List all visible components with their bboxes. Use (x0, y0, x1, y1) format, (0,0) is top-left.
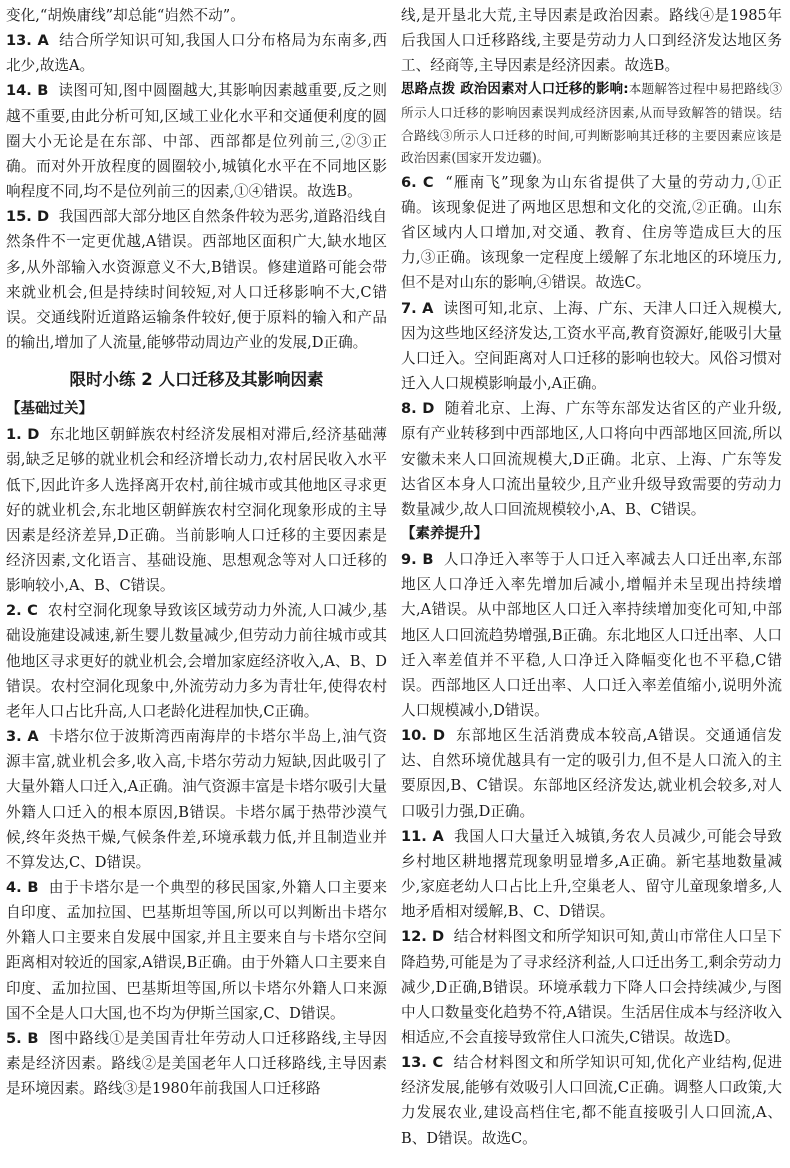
right-column (401, 3, 782, 1168)
tip-text: 本题解答过程中易把路线③所示人口迁移的影响因素误判成经济因素,从而导致解答的错误。结合路线③所示人口迁移的时间,可判断影响其迁移的主要因素应该是政治因素(国家开发边疆)。 (401, 81, 782, 166)
answer-3 (6, 724, 387, 875)
answer-text: 结合所学知识可知,我国人口分布格局为东南多,西北少,故选A。 (6, 32, 387, 75)
answer-8 (401, 396, 782, 522)
answer-15 (6, 204, 387, 355)
answer-number: 8. D (401, 400, 435, 418)
answer-number: 14. B (6, 82, 49, 100)
answer-text: 结合材料图文和所学知识可知,优化产业结构,促进经济发展,能够有效吸引人口回流,C正确。调整人口政策,大力发展农业,建设高档住宅,都不能直接吸引人口回流,A、B、D错误。故选C。 (401, 1054, 782, 1147)
intro-tail: 变化,“胡焕庸线”却总能“岿然不动”。 (6, 7, 245, 24)
subsection-basic: 【基础过关】 (6, 401, 93, 418)
answer-text: 东部地区生活消费成本较高,A错误。交通通信发达、自然环境优越具有一定的吸引力,但不是人口流入的主要原因,B、C错误。东部地区经济发达,就业机会较多,对人口吸引力强,D正确。 (401, 727, 782, 820)
answer-text: 图中路线①是美国青壮年劳动人口迁移路线,主导因素是经济因素。路线②是美国老年人口迁移路线,主导因素是环境因素。路线③是1980年前我国人口迁移路 (6, 1029, 387, 1098)
answer-5-continued: 线,是开垦北大荒,主导因素是政治因素。路线④是1985年后我国人口迁移路线,主要是劳动力人口到经济发达地区务工、经商等,主导因素是经济因素。故选B。 (401, 7, 782, 75)
answer-text: 农村空洞化现象导致该区域劳动力外流,人口减少,基础设施建设减速,新生婴儿数量减少,但劳动力前往城市或其他地区寻求更好的就业机会,会增加家庭经济收入,A、B、D错误。农村空洞化现象中,外流劳动力多为青壮年,使得农村老年人口占比升高,人口老龄化进程加快,C正确。 (6, 602, 387, 720)
answer-text: 由于卡塔尔是一个典型的移民国家,外籍人口主要来自印度、孟加拉国、巴基斯坦等国,所以可以判断出卡塔尔外籍人口主要来自发展中国家,并且主要来自与卡塔尔空间距离相对较近的国家,A错误,B正确。由于外籍人口主要来自印度、孟加拉国、巴基斯坦等国,所以卡塔尔外籍人口来源国不全是人口大国,也不均为伊斯兰国家,C、D错误。 (6, 879, 387, 1022)
answer-13 (6, 28, 387, 78)
answer-5 (6, 1026, 387, 1101)
answer-14 (6, 78, 387, 204)
answer-text: 随着北京、上海、广东等东部发达省区的产业升级,原有产业转移到中西部地区,人口将向中西部地区回流,所以安徽未来人口回流规模大,D正确。北京、上海、广东等发达省区本身人口流出量较少,且产业升级导致需要的劳动力数量减少,故人口回流规模较小,A、B、C错误。 (401, 400, 782, 518)
answer-number: 3. A (6, 728, 39, 746)
answer-text: 卡塔尔位于波斯湾西南海岸的卡塔尔半岛上,油气资源丰富,就业机会多,收入高,卡塔尔劳动力短缺,因此吸引了大量外籍人口迁入,A正确。油气资源丰富是卡塔尔吸引大量外籍人口迁入的根本原因,B错误。卡塔尔属于热带沙漠气候,终年炎热干燥,气候条件差,环境承载力低,并且制造业并不算发达,C、D错误。 (6, 728, 387, 871)
answer-number: 2. C (6, 602, 38, 620)
answer-4 (6, 875, 387, 1026)
section-title: 限时小练 2 人口迁移及其影响因素 (69, 370, 324, 390)
answer-number: 4. B (6, 879, 39, 896)
answer-11 (401, 824, 782, 925)
answer-text: 读图可知,北京、上海、广东、天津人口迁入规模大,因为这些地区经济发达,工资水平高,教育资源好,能吸引大量人口迁入。空间距离对人口迁移的影响也较大。风俗习惯对迁入人口规模影响最小,A正确。 (401, 299, 782, 393)
subsection-improve: 【素养提升】 (401, 526, 488, 543)
answer-number: 11. A (401, 827, 444, 845)
answer-text: 人口净迁入率等于人口迁入率减去人口迁出率,东部地区人口净迁入率先增加后减小,增幅并未呈现出持续增大,A错误。从中部地区人口迁入率持续增加变化可知,中部地区人口回流趋势增强,B正确。东北地区人口迁出率、人口迁入率差值并不平稳,人口净迁入降幅变化也不平稳,C错误。西部地区人口迁出率、人口迁入率差值缩小,说明外流人口规模减小,D错误。 (401, 551, 782, 719)
answer-number: 1. D (6, 426, 40, 444)
answer-10 (401, 723, 782, 824)
answer-text: 读图可知,图中圆圈越大,其影响因素越重要,反之则越不重要,由此分析可知,区域工业化水平和交通便利度的圆圈大小无论是在东部、中部、西部都是位列前三,②③正确。而对外开放程度的圆圈较小,城镇化水平在不同地区影响程度不同,均不是位列前三的因素,①④错误。故选B。 (6, 82, 387, 201)
answer-6 (401, 170, 782, 296)
answer-number: 10. D (401, 727, 445, 745)
answer-text: 东北地区朝鲜族农村经济发展相对滞后,经济基础薄弱,缺乏足够的就业机会和经济增长动力,农村居民收入水平低下,因此许多人选择离开农村,前往城市或其他地区寻求更好的就业机会,东北地区朝鲜族农村空洞化现象形成的主导因素是经济差异,D正确。当前影响人口迁移的主要因素是经济因素,文化语言、基础设施、思想观念等对人口迁移的影响较小,A、B、C错误。 (6, 426, 387, 595)
thinking-tip (401, 78, 782, 169)
answer-number: 15. D (6, 208, 50, 226)
answer-7 (401, 296, 782, 397)
answer-text: 我国人口大量迁入城镇,务农人员减少,可能会导致乡村地区耕地撂荒现象明显增多,A正确。新宅基地数量减少,家庭老幼人口占比上升,空巢老人、留守儿童现象增多,人地矛盾相对缓解,B、C、D错误。 (401, 827, 782, 921)
answer-text: 结合材料图文和所学知识可知,黄山市常住人口呈下降趋势,可能是为了寻求经济利益,人口迁出务工,剩余劳动力减少,D正确,B错误。环境承载力下降人口会持续减少,与图中人口数量变化趋势不符,A错误。生活居住成本与经济收入相适应,不会直接导致常住人口流失,C错误。故选D。 (401, 928, 782, 1046)
answer-number: 13. C (401, 1054, 444, 1072)
answer-text: 我国西部大部分地区自然条件较为恶劣,道路沿线自然条件不一定更优越,A错误。西部地区面积广大,缺水地区多,从外部输入水资源意义不大,B错误。修建道路可能会带来就业机会,但是持续时间较短,对人口迁移影响不大,C错误。交通线附近道路运输条件较好,便于原料的输入和产品的输出,增加了人流量,能够带动周边产业的发展,D正确。 (6, 208, 387, 352)
tip-heading: 思路点拨 政治因素对人口迁移的影响: (401, 82, 629, 98)
answer-number: 9. B (401, 551, 434, 569)
answer-text: “雁南飞”现象为山东省提供了大量的劳动力,①正确。该现象促进了两地区思想和文化的交流,②正确。山东省区域内人口增加,对交通、教育、住房等造成巨大的压力,③正确。该现象一定程度上缓解了东北地区的环境压力,但不是对山东的影响,④错误。故选C。 (401, 173, 782, 292)
answer-13b (401, 1050, 782, 1151)
answer-12 (401, 924, 782, 1050)
answer-number: 5. B (6, 1029, 39, 1047)
answer-number: 7. A (401, 299, 434, 317)
answer-1 (6, 422, 387, 598)
answer-number: 13. A (6, 32, 49, 50)
answer-number: 12. D (401, 928, 445, 946)
answer-2 (6, 598, 387, 724)
answer-number: 6. C (401, 173, 434, 191)
answer-9 (401, 547, 782, 723)
left-column (6, 3, 387, 1168)
